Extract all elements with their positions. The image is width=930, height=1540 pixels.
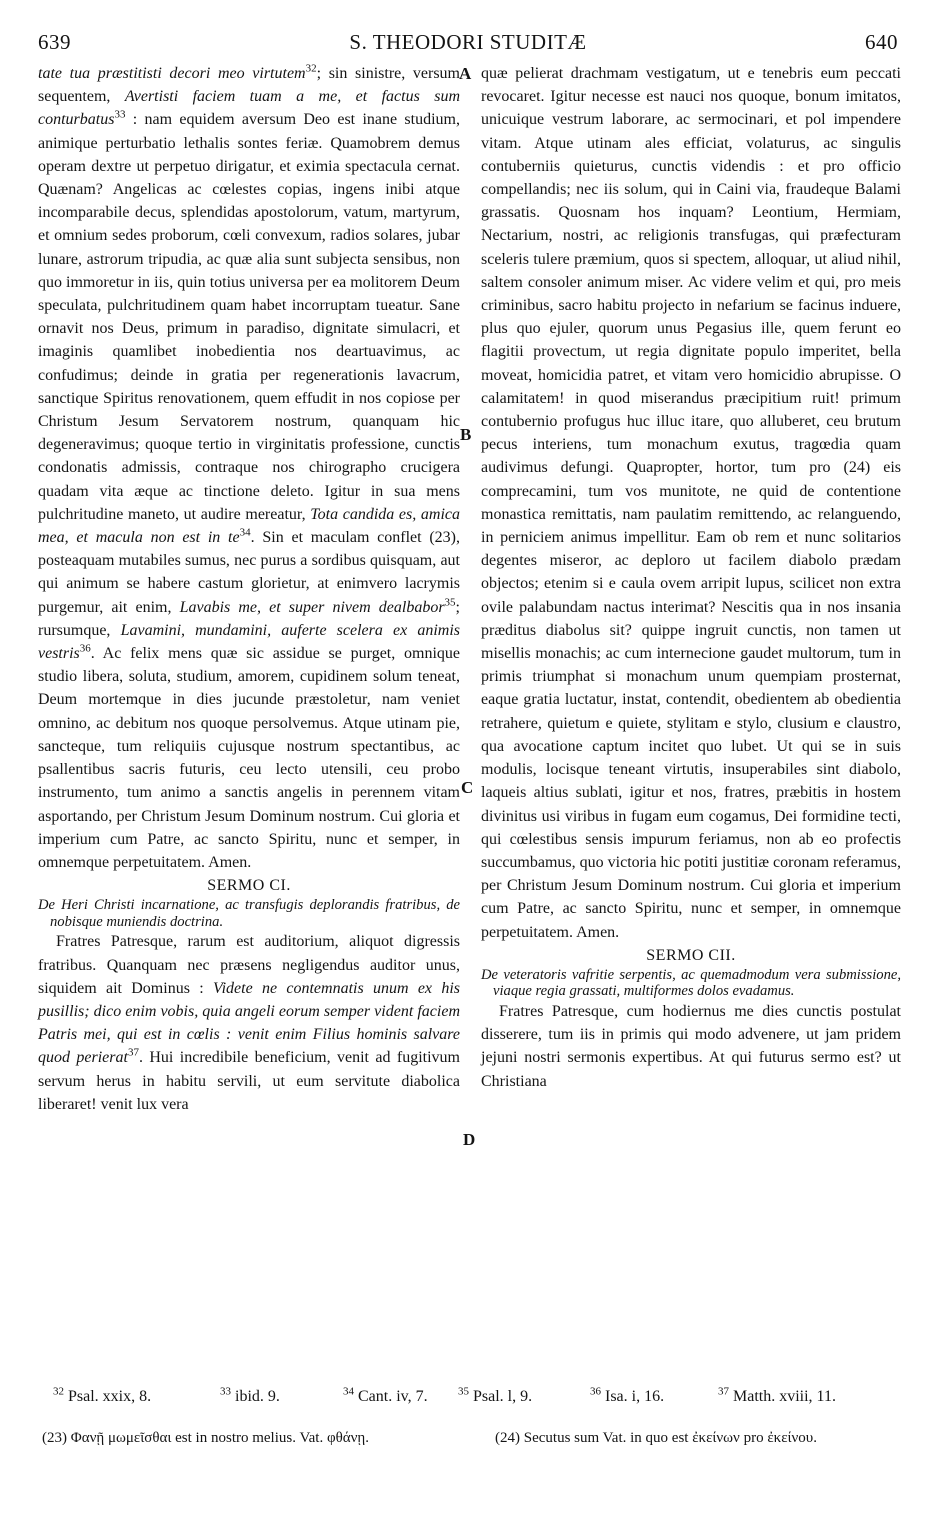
left-column: [38, 62, 460, 1116]
reference-item: [343, 1385, 428, 1406]
reference-number: 37: [718, 1385, 729, 1398]
reference-item: [718, 1385, 836, 1406]
footnote-marker: 36: [79, 642, 91, 655]
margin-letter: D: [463, 1130, 476, 1149]
footnote-right: (24) Secutus sum Vat. in quo est ἐκείνων pro ἐκείνου.: [495, 1430, 817, 1446]
body-text: ; sin sinistre, versum sequentem,: [38, 65, 460, 106]
footnote-marker: 33: [114, 109, 126, 122]
running-title: S. THEODORI STUDITÆ: [349, 30, 587, 54]
reference-number: 33: [220, 1385, 231, 1398]
reference-text: Psal. xxix, 8.: [68, 1388, 152, 1405]
scripture-quote: tate tua præstitisti decori meo virtutem: [38, 65, 306, 82]
reference-number: 34: [343, 1385, 354, 1398]
sermo-summary: De veteratoris vafritie serpentis, ac quemadmodum vera submissione, viaque regia grassati, multiformes dolos evadamus.: [481, 966, 901, 1000]
scripture-quote: Videte ne contemnatis unum ex his pusillis; dico enim vobis, quia angeli eorum semper vident faciem Patris mei, qui est in cœlis : venit enim Filius hominis salvare quod perierat: [38, 979, 461, 1067]
footnote-left: (23) Φανῇ μωμεῖσθαι est in nostro melius. Vat. φθάνῃ.: [42, 1430, 370, 1446]
reference-item: [53, 1385, 152, 1406]
right-column: [481, 62, 901, 1093]
reference-text: Matth. xviii, 11.: [733, 1388, 836, 1405]
reference-item: [458, 1385, 533, 1406]
page-number-right: 640: [865, 30, 898, 54]
reference-number: 32: [53, 1385, 64, 1398]
body-text: : nam equidem aversum Deo est inane studium, animique perturbatio lethalis sontes feriæ. Quamobrem demus operam dextre ut perpetuo dirigatur, et eximia spectacula cernat. Quænam? Angelicas ac cœlestes copias, ingens inibi atque incomparabile decus, splendidas apostolorum, vatum, martyrum, et omnium sedes proborum, cœli convexum, radios solares, jubar lunare, astrorum tripudia, ac quæ alia sunt subjecta sensibus, non quo immoretur in iis, quin totius universa per ea molitorem Deum speculata, pulchritudinem quam habet incorruptam tueatur. Sane ornavit nos Deus, primum in paradiso, dignitate simulacri, et imaginis quamlibet inobedientia nos deartuavimus, ac confudimus; deinde in gratia per regenerationis lavacrum, sanctique Spiritus renovationem, quem effudit in nos copiose per Christum Jesum Servatorem nostrum, quanquam hic degeneravimus; quoque tertio in virginitatis professione, cunctis condonatis admissis, contraque nos chirographo crucigera quadam vita æque ac tinctione deleto. Igitur in sua mens pulchritudine maneto, ut audire mereatur,: [38, 111, 460, 523]
reference-text: Cant. iv, 7.: [358, 1388, 428, 1405]
sermo-heading: SERMO CII.: [646, 946, 736, 964]
body-text: . Hui incredibile beneficium, venit ad fugitivum servum herus in habitu servili, ut eum servitute diabolica liberaret! venit lux vera: [38, 1049, 461, 1113]
footnote-marker: 37: [127, 1047, 139, 1059]
body-text: Fratres Patresque, rarum est auditorium, aliquot digressis fratribus. Quanquam nec præsens negligendus auditor unus, siquidem ait Dominus :: [38, 933, 460, 997]
reference-text: Psal. l, 9.: [473, 1388, 533, 1405]
body-text: . Ac felix mens quæ sic assidue se purget, omnique studio libera, soluta, studium, amorem, cupidinem solum teneat, Deum mortemque in dies jucunde præstoletur, nam veniet omnino, ac debitum nos quoque persolvemus. Atque utinam pie, sancteque, tum reliquiis cujusque nostrum spectantibus, ac psallentibus sacris futuris, ceu lecto utensili, ceu probo instrumento, tum animo a sanctis angelis in perennem vitam asportando, per Christum Jesum Dominum nostrum. Cui gloria et imperium cum Patre, ac sancto Spiritu, nunc et semper, in omnemque perpetuitatem. Amen.: [38, 645, 460, 871]
reference-text: ibid. 9.: [235, 1388, 280, 1405]
footnote-marker: 34: [239, 526, 251, 539]
margin-letter: B: [460, 425, 472, 444]
scripture-quote: Lavabis me, et super nivem dealbabor: [179, 598, 445, 616]
reference-number: 35: [458, 1385, 469, 1398]
scripture-quote: Tota candida es, amica mea, et macula non est in te: [38, 505, 460, 547]
footnote-marker: 35: [444, 596, 456, 609]
body-text: . Sin et maculam conflet (23), posteaquam mutabiles sumus, nec purus a sordibus quisquam, aut qui animum se habere castum glorietur, at enimvero lacrymis purgemur, ait enim,: [38, 529, 460, 616]
sermo-summary: De Heri Christi incarnatione, ac transfugis deplorandis fratribus, de nobisque muniendis doctrina.: [38, 897, 460, 930]
reference-item: [220, 1385, 280, 1406]
margin-letter: C: [461, 778, 474, 797]
body-text: ; rursumque,: [38, 598, 460, 639]
left-paragraph-1: [38, 62, 460, 874]
scripture-quote: Lavamini, mundamini, auferte scelera ex animis vestris: [38, 621, 461, 663]
margin-letter: A: [459, 64, 472, 83]
reference-text: Isa. i, 16.: [605, 1388, 665, 1405]
page-number-left: 639: [38, 30, 71, 54]
footnote-marker: 32: [305, 62, 317, 75]
sermo-heading: SERMO CI.: [207, 877, 291, 895]
left-paragraph-2: [38, 930, 460, 1116]
scripture-quote: Avertisti faciem tuam a me, et factus sum conturbatus: [38, 88, 461, 129]
reference-item: [590, 1385, 665, 1406]
right-paragraph-1: quæ pelierat drachmam vestigatum, ut e tenebris eum peccati revocaret. Igitur necesse est nauci nos quoque, bonum imitatos, unicuique vestrum laborare, ac sermocinari, et pol impendere vitam. Atque utinam ales efficiat, volaturus, ac singulis contuberniis quieturus, cunctis videndis : et pro officio compellandis; nec iis solum, qui in Caini via, fraudeque Balami grassatis. Quosnam hos inquam? Leontium, Hermiam, Nectarium, nostri, ac religionis transfugas, qui præfecturam sceleris tulere præmium, quos si spectem, alloquar, ut aliud nihil, saltem consoler animum miser. Ac videre velim et qui, pro meis criminibus, sacro habitu projecto in nefarium se facinus induere, plus quo ejuler, quorum unus Pegasius ille, quem ferunt eo flagitii provectum, ut regia dignitate populo imperitet, bella moveat, homicidia patret, et vitam vero homicidio abrupisse. O calamitatem! in quod miserandus præcipitium ruit! primum contubernio profugus huc illuc itare, quo alluberet, ceu brutum pecus interiens, tum monachum exutus, tragœdia quam audivimus defungi. Quapropter, hortor, tum pro (24) eis comprecamini, tum vos munitote, ne quid de contentione monastica remittatis, nam paulatim remittendo, ac relanguendo, in perniciem animus impellitur. Eam ob rem et nunc solitarios degentes miseror, ac deploro ut facilem diabolo prædam objectos; etenim si e caula ovem arripit lupus, scilicet non extra ovile palabundam nactus interimat? Nescitis qua in nos insania præditus diabolus sit? quippe ingruit cunctis, non tamen ut misellis monachis; ac cum internecione gaudet multorum, tum in primis triumphat si monachum unum quempiam prosternat, eaque gratia luctatur, instat, contendit, obedientem ab obedientia retrahere, quietum e quiete, stylitam e stylo, clusium e claustro, qua avocatione captum incitet quo lubet. Ut qui se in suis modulis, locisque teneant virtutis, insuperabiles sint diabolo, laqueis altius sublati, igitur et nos, fratres, præbitis in hostem divinitus usi viribus in fugam eum cogamus, Dei formidine tecti, qui cœlestibus sensis impurum feriamus, non ab eo profectis succumbamus, quo victoria hic potiti justitiæ coronam referamus, per Christum Jesum Dominum nostrum. Cui gloria et imperium cum Patre, ac sancto Spiritu, nunc et semper, in omnemque perpetuitatem. Amen.: [481, 65, 901, 941]
page-header: [38, 30, 898, 60]
reference-number: 36: [590, 1385, 601, 1398]
right-paragraph-2: Fratres Patresque, cum hodiernus me dies cunctis postulat disserere, tum iis in primis qui modo advenere, ut jam pridem jejuni nostri sermonis expertibus. At qui futurus sermo est? ut Christiana: [481, 1002, 901, 1090]
